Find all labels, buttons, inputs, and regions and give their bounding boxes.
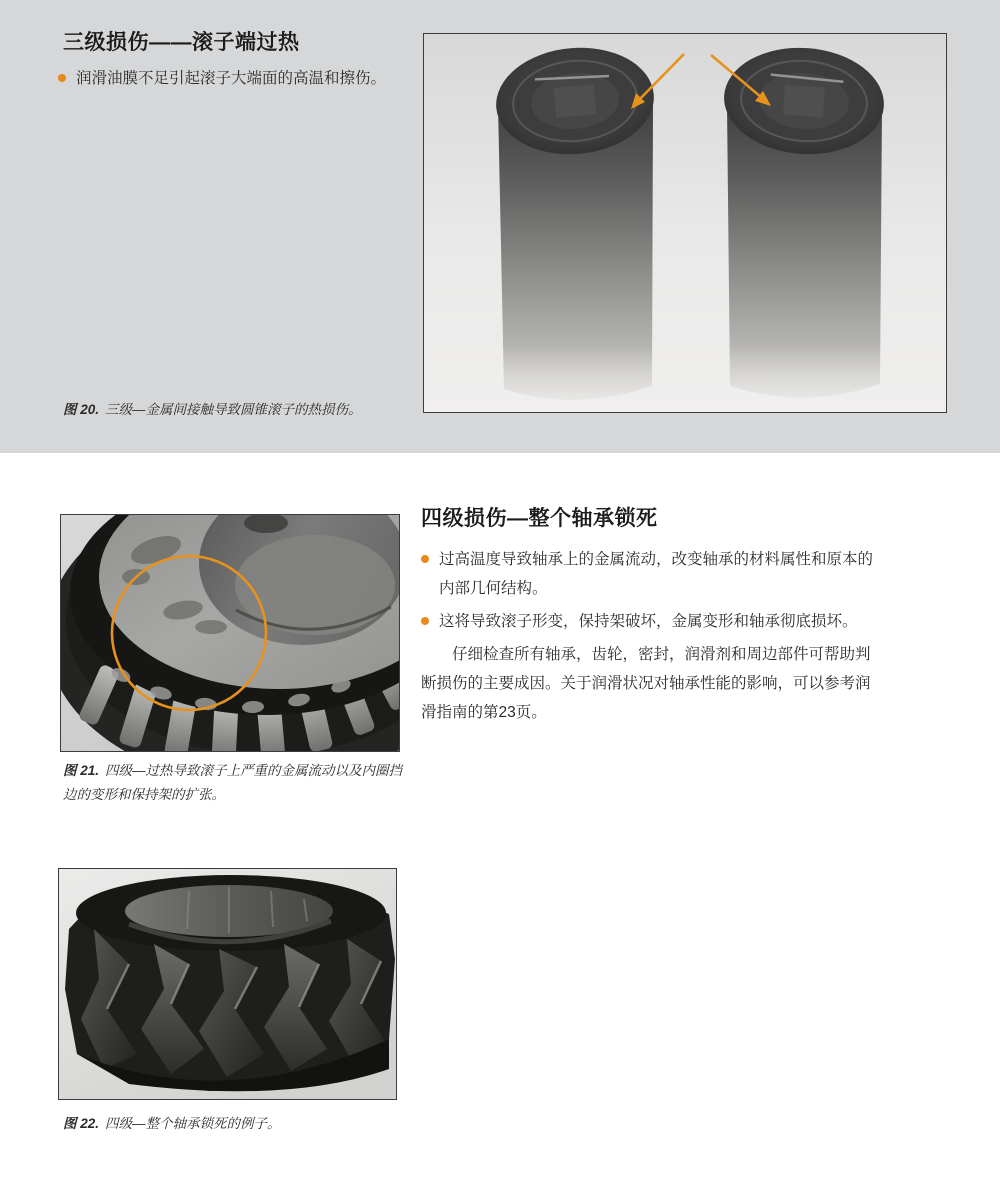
section4-paragraph: 仔细检查所有轴承，齿轮，密封，润滑剂和周边部件可帮助判断损伤的主要成因。关于润滑状况对轴承性能的影响，可以参考润滑指南的第23页。: [421, 646, 871, 721]
section3-heading: 三级损伤——滚子端过热: [63, 31, 300, 54]
figure21-caption-label: 图 21.: [63, 763, 100, 778]
left-roller: [492, 41, 659, 399]
bullet-text: 过高温度导致轴承上的金属流动，改变轴承的材料属性和原本的内部几何结构。: [439, 551, 874, 597]
figure20-photo: [423, 33, 947, 413]
figure20-caption-label: 图 20.: [63, 402, 100, 417]
figure21-caption: [63, 759, 415, 807]
right-roller: [720, 43, 887, 398]
figure22-caption-label: 图 22.: [63, 1116, 100, 1131]
section4-bullet-list: [421, 545, 873, 636]
figure21-image: [61, 515, 399, 751]
bullet-marker-icon: [58, 74, 66, 82]
inner-ring-top: [76, 875, 386, 951]
section4-column: [421, 502, 873, 727]
list-item: [421, 607, 873, 636]
figure20-caption: [63, 398, 423, 422]
list-item: [58, 64, 398, 93]
bullet-text: 润滑油膜不足引起滚子大端面的高温和擦伤。: [76, 70, 387, 87]
bullet-marker-icon: [421, 617, 429, 625]
figure22-photo: [58, 868, 397, 1100]
figure20-image: [424, 34, 946, 412]
list-item: [421, 545, 873, 603]
figure22-caption-text: 四级—整个轴承锁死的例子。: [105, 1116, 281, 1131]
section4-heading: 四级损伤—整个轴承锁死: [421, 507, 658, 530]
figure22-caption: [63, 1112, 423, 1136]
figure21-photo: [60, 514, 400, 752]
bullet-marker-icon: [421, 555, 429, 563]
figure22-image: [59, 869, 396, 1099]
section3-bullet-list: [58, 64, 398, 97]
figure21-caption-text: 四级—过热导致滚子上严重的金属流动以及内圈挡边的变形和保持架的扩张。: [63, 763, 403, 802]
bullet-text: 这将导致滚子形变，保持架破坏，金属变形和轴承彻底损坏。: [439, 613, 858, 630]
figure20-caption-text: 三级—金属间接触导致圆锥滚子的热损伤。: [105, 402, 362, 417]
